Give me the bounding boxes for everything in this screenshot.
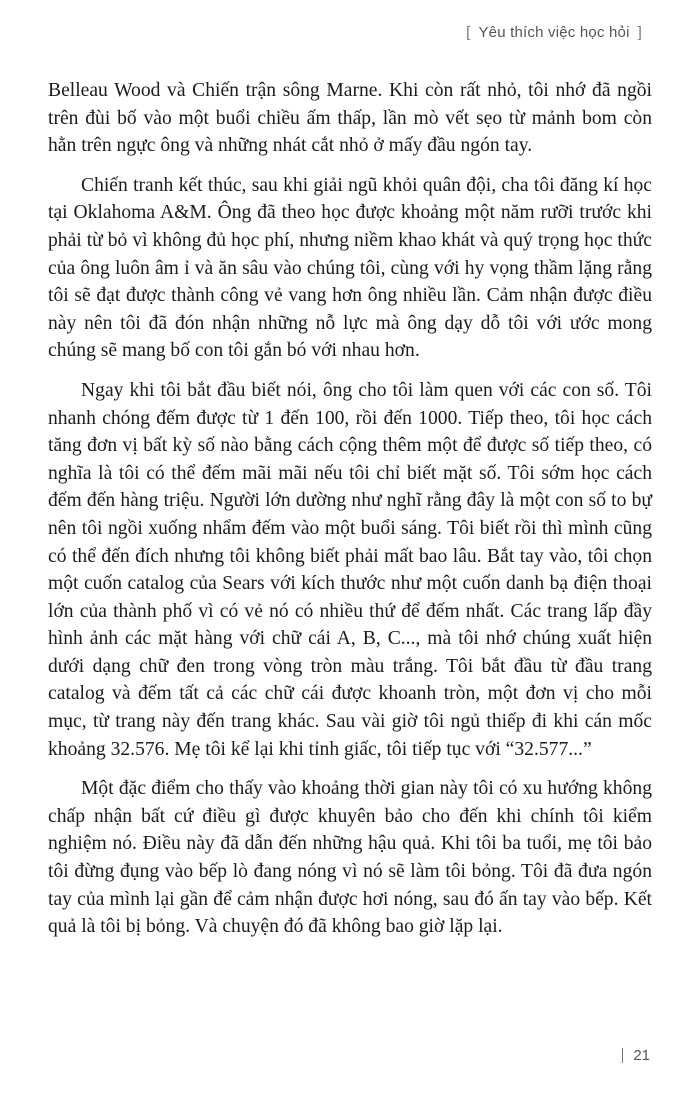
header-open-bracket: [: [466, 24, 471, 41]
folio-divider: [622, 1048, 624, 1063]
paragraph-1: Belleau Wood và Chiến trận sông Marne. Khi còn rất nhỏ, tôi nhớ đã ngồi trên đùi bố vào một buổi chiều ấm thấp, lần mò vết sẹo từ mảnh bom còn hằn trên ngực ông và những nhát cắt nhỏ ở mấy đầu ngón tay.: [48, 80, 652, 157]
page-footer: [622, 1047, 650, 1064]
body-text: [48, 77, 652, 953]
paragraph-4: Một đặc điểm cho thấy vào khoảng thời gian này tôi có xu hướng không chấp nhận bất cứ điều gì được khuyên bảo cho đến khi chính tôi kiểm nghiệm nó. Điều này đã dẫn đến những hậu quả. Khi tôi ba tuổi, mẹ tôi bảo tôi đừng đụng vào bếp lò đang nóng vì nó sẽ làm tôi bỏng. Tôi đã đưa ngón tay của mình lại gần để cảm nhận được hơi nóng, sau đó ấn tay vào bếp. Kết quả là tôi bị bỏng. Và chuyện đó đã không bao giờ lặp lại.: [48, 778, 652, 938]
page-number: 21: [633, 1047, 650, 1064]
paragraph-3: Ngay khi tôi bắt đầu biết nói, ông cho tôi làm quen với các con số. Tôi nhanh chóng đếm được từ 1 đến 100, rồi đến 1000. Tiếp theo, tôi học cách tăng đơn vị bất kỳ số nào bằng cách cộng thêm một để được số tiếp theo, có nghĩa là tôi có thể đếm mãi mãi nếu tôi chỉ biết mặt số. Tôi sớm học cách đếm đến hàng triệu. Người lớn dường như nghĩ rằng đây là một con số to bự nên tôi ngồi xuống nhẩm đếm vào một buổi sáng. Tôi biết rồi thì mình cũng có thể đến đích nhưng tôi không biết phải mất bao lâu. Bắt tay vào, tôi chọn một cuốn catalog của Sears với kích thước như một cuốn danh bạ điện thoại lớn của thành phố vì có vẻ nó có nhiều thứ để đếm nhất. Các trang lấp đầy hình ảnh các mặt hàng với chữ cái A, B, C..., mà tôi nhớ chúng xuất hiện dưới dạng chữ đen trong vòng tròn màu trắng. Tôi bắt đầu từ đầu trang catalog và đếm tất cả các chữ cái được khoanh tròn, một đơn vị cho mỗi mục, từ trang này đến trang khác. Sau vài giờ tôi ngủ thiếp đi khi cán mốc khoảng 32.576. Mẹ tôi kể lại khi tỉnh giấc, tôi tiếp tục với “32.577...”: [48, 379, 652, 760]
paragraph-2: Chiến tranh kết thúc, sau khi giải ngũ khỏi quân đội, cha tôi đăng kí học tại Oklahoma A&M. Ông đã theo học được khoảng một năm rưỡi trước khi phải từ bỏ vì không đủ học phí, nhưng niềm khao khát và quý trọng học thức của ông luôn âm ỉ và ăn sâu vào chúng tôi, cùng với hy vọng thầm lặng rằng tôi sẽ đạt được thành công vẻ vang hơn ông nhiều lần. Cảm nhận được điều này nên tôi đã đón nhận những nỗ lực mà ông dạy dỗ tôi với ước mong chúng sẽ mang bố con tôi gắn bó với nhau hơn.: [48, 174, 652, 362]
chapter-title: Yêu thích việc học hỏi: [478, 24, 630, 41]
running-header: [458, 24, 650, 41]
header-close-bracket: ]: [637, 24, 642, 41]
